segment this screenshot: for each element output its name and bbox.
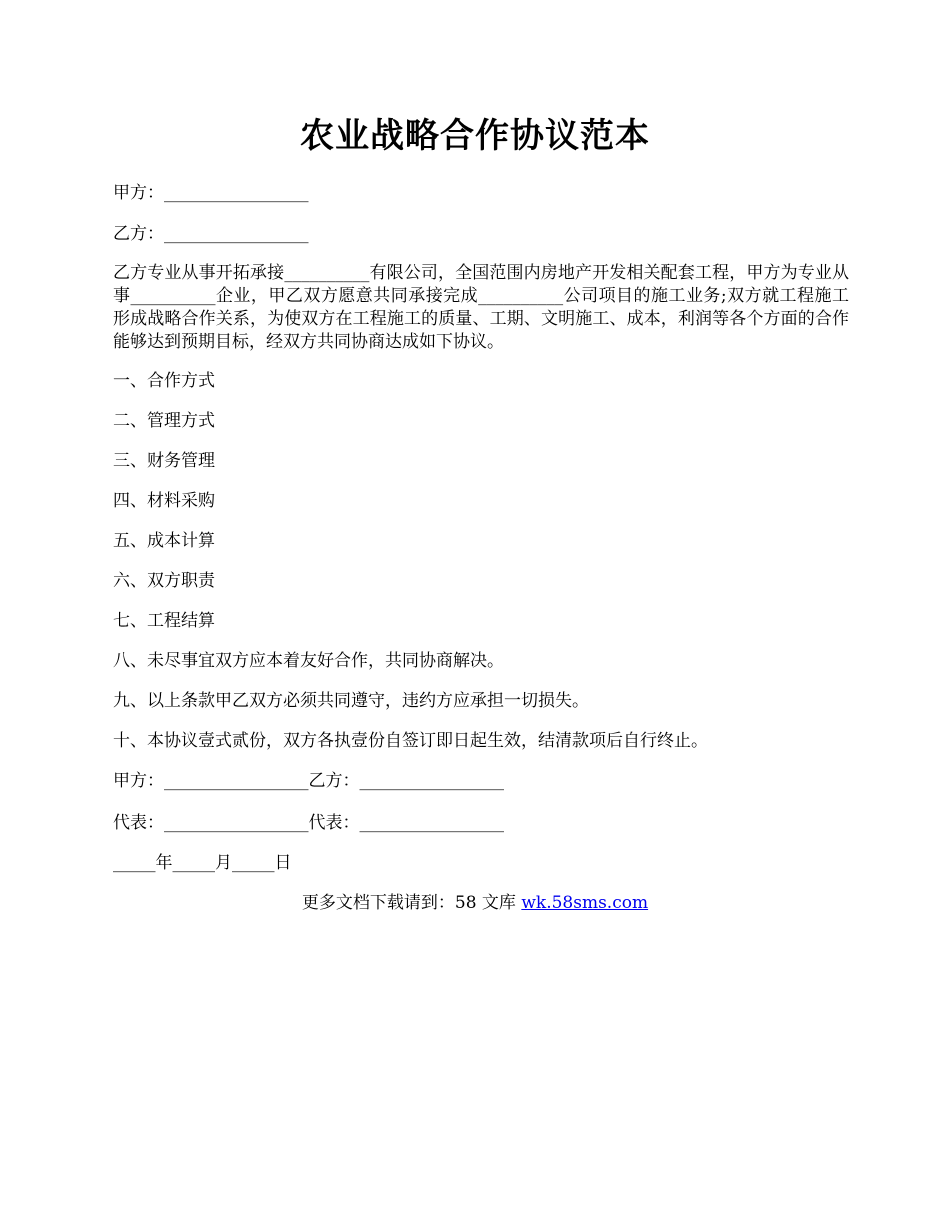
clause-1: 一、合作方式 <box>113 371 215 391</box>
clause-5: 五、成本计算 <box>113 531 215 551</box>
signature-parties-line: 甲方：_________________乙方：_________________ <box>113 771 504 791</box>
date-line: _____年_____月_____日 <box>113 853 292 873</box>
clause-8: 八、未尽事宜双方应本着友好合作，共同协商解决。 <box>113 651 504 671</box>
document-title: 农业战略合作协议范本 <box>300 116 650 156</box>
footer <box>0 892 950 914</box>
clause-9: 九、以上条款甲乙双方必须共同遵守，违约方应承担一切损失。 <box>113 691 589 711</box>
clause-3: 三、财务管理 <box>113 451 215 471</box>
clause-7: 七、工程结算 <box>113 611 215 631</box>
party-a-line: 甲方：_________________ <box>113 183 309 203</box>
signature-representatives-line: 代表：_________________代表：_________________ <box>113 813 504 833</box>
clause-4: 四、材料采购 <box>113 491 215 511</box>
intro-paragraph: 乙方专业从事开拓承接__________有限公司，全国范围内房地产开发相关配套工程，甲方为专业从事__________企业，甲乙双方愿意共同承接完成__________公司项目的施工业务;双方就工程施工形成战略合作关系，为使双方在工程施工的质量、工期、文明施工、成本，利润等各个方面的合作能够达到预期目标，经双方共同协商达成如下协议。 <box>113 263 849 352</box>
clause-10: 十、本协议壹式贰份，双方各执壹份自签订即日起生效，结清款项后自行终止。 <box>113 731 708 751</box>
party-b-line: 乙方：_________________ <box>113 224 309 244</box>
footer-prefix: 更多文档下载请到：58 文库 <box>301 893 522 913</box>
clause-2: 二、管理方式 <box>113 411 215 431</box>
footer-link[interactable]: wk.58sms.com <box>521 893 649 913</box>
clause-6: 六、双方职责 <box>113 571 215 591</box>
